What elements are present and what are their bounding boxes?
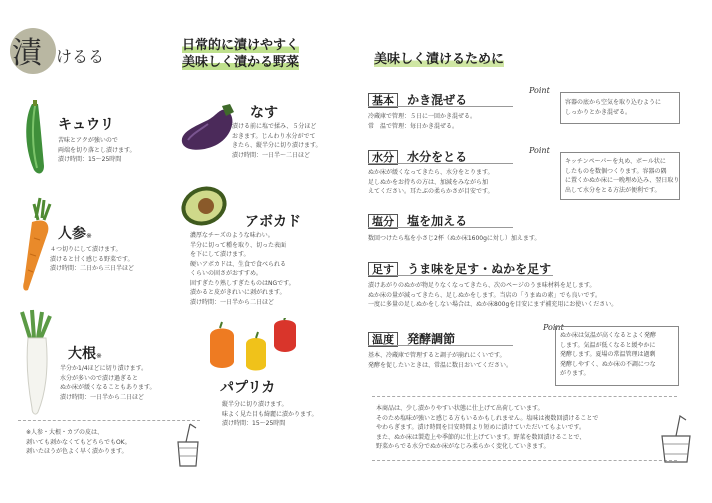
section-enbun-box: 塩分 <box>368 214 398 229</box>
section-kihon-rule <box>368 106 513 107</box>
section-enbun-title: 塩を加える <box>407 214 468 228</box>
right-heading-text: 美味しく漬けるために <box>374 52 505 67</box>
avocado-desc: 濃厚なチーズのような味わい。 半分に切って種を取り、切った表面 を下にして漬けます。 硬いアボカドは、生食で食べられる くらいの固さがおすすめ。 固すぎたり熟しすぎたものはNGです。 漬かると皮がきれいに剥がれます。 漬け時間：一日半から二日ほど <box>190 232 295 306</box>
point-3-label: Point <box>543 323 564 332</box>
kyuri-desc: 苦味とアクが強いので 両端を切り落とし漬けます。 漬け時間：15～25時間 <box>58 137 136 163</box>
section-suibun-rule <box>368 163 513 164</box>
nuka-tub-illustration <box>654 412 698 466</box>
section-tasu-box: 足す <box>368 262 398 277</box>
section-enbun-rule <box>368 227 513 228</box>
left-heading <box>182 37 299 71</box>
left-heading-line2: 美味しく漬かる野菜 <box>182 55 300 70</box>
section-suibun-title: 水分をとる <box>407 150 468 164</box>
section-ondo-rule <box>368 345 513 346</box>
avocado-illustration <box>180 184 230 228</box>
daikon-name: 大根 <box>68 346 96 362</box>
title-kanji: 漬 <box>12 36 42 71</box>
section-suibun-box: 水分 <box>368 150 398 165</box>
nasu-name: なす <box>250 105 278 121</box>
daikon-name-wrap <box>68 343 102 363</box>
cucumber-illustration <box>20 98 52 178</box>
paprika-desc: 縦半分に切り漬けます。 味よく見た目も綺麗に漬かります。 漬け時間：15～25時間 <box>222 401 318 427</box>
bottom-note: 本商品は、少し漬かりやすい状態に仕上げて出荷しています。 そのため塩味が強いと感じる方もいるかもしれません。塩味は複数回漬けることで やわらぎます。漬け時間を目安時間より短めに漬けていただいてもよいです。 また、ぬか床は製造上や季節的に仕上げています。野菜を数回漬けることで、 野菜からでる水分でぬか床がなじみ柔らかく変化していきます。 <box>376 405 599 450</box>
ninjin-name-wrap <box>58 223 92 243</box>
ninjin-name: 人参 <box>58 226 86 242</box>
section-suibun-body: ぬか床が緩くなってきたら、水分をとります。 足しぬかをお持ちの方は、加減をみながら加 えてください。耳たぶの柔らかさが目安です。 <box>368 169 494 195</box>
title-kana: けるる <box>56 47 105 66</box>
point-1-text: 容器の底から空気を取り込むように しっかりとかき混ぜる。 <box>565 99 662 116</box>
carrot-illustration <box>14 194 62 294</box>
point-2-text: キッチンペーパーを丸め、ボール状に したものを数個つくります。容器の隅 に置くかぬか床に一晩埋め込み、翌日取り 出して水分をとる方法が便利です。 <box>565 158 680 194</box>
daikon-desc: 半分か1/4ほどに切り漬けます。 水分が多いので漬け過ぎると ぬか床が緩くなることもあります。 漬け時間：一日半から二日ほど <box>60 365 156 401</box>
ninjin-note: ※ <box>86 232 92 240</box>
ninjin-desc: ４つ切りにして漬けます。 漬けると甘く感じる野菜です。 漬け時間：二日から三日半ほど <box>50 246 135 272</box>
section-ondo-title: 発酵調節 <box>407 332 456 346</box>
section-tasu-title: うま味を足す・ぬかを足す <box>407 262 552 276</box>
right-heading <box>374 51 504 68</box>
point-2-label: Point <box>529 146 550 155</box>
bottom-note-divider-top <box>372 396 677 397</box>
paprika-illustration <box>204 318 300 372</box>
section-enbun-body: 数回つけたら塩を小さじ2杯（ぬか床1600gに対し）加えます。 <box>368 235 541 242</box>
section-kihon-box: 基本 <box>368 93 398 108</box>
daikon-note: ※ <box>96 352 102 360</box>
avocado-name: アボカド <box>245 214 301 230</box>
nasu-desc: 漬ける前に塩で揉み、５分ほど おきます。じんわり水分がでて きたら、縦半分に切り漬けます。 漬け時間：一日半～二日ほど <box>232 123 322 159</box>
section-kihon-body: 冷蔵庫で管理：５日に一回かき混ぜる。 常 温で管理：毎日かき混ぜる。 <box>368 113 477 130</box>
paprika-name: パプリカ <box>220 380 276 396</box>
section-kihon-title: かき混ぜる <box>407 93 468 107</box>
bottom-note-divider-bottom <box>372 460 677 461</box>
section-tasu-body: 漬けあがりのぬかが物足りなくなってきたら、次のページのうま味材料を足します。 ぬか床の量が減ってきたら、足しぬかをします。当店の「うまぬの素」でも良いです。 一度に多量の足しぬかをしない場合は、ぬか床800gを目安にまず補充用にお使いください。 <box>368 282 618 308</box>
footnote: ※人参・大根・カブの皮は、 剥いても剥かなくてもどちらでもOK。 剥いたほうが色よく早く漬かります。 <box>26 429 131 455</box>
daikon-illustration <box>14 308 60 416</box>
kyuri-name: キュウリ <box>58 117 114 133</box>
left-heading-line1: 日常的に漬けやすく <box>182 38 300 53</box>
nuka-pot-illustration <box>168 420 208 470</box>
section-tasu-rule <box>368 275 553 276</box>
section-ondo-box: 温度 <box>368 332 398 347</box>
point-1-label: Point <box>529 86 550 95</box>
section-ondo-body: 基本、冷蔵庫で管理すると調子が崩れにくいです。 発酵を促したいときは、常温に数日おいてください。 <box>368 352 513 369</box>
point-3-text: ぬか床は気温が高くなるとよく発酵 します。気温が低くなると緩やかに 発酵します。夏場の常温管理は過剰 発酵しやすく、ぬか床の不調につな がります。 <box>560 332 657 377</box>
